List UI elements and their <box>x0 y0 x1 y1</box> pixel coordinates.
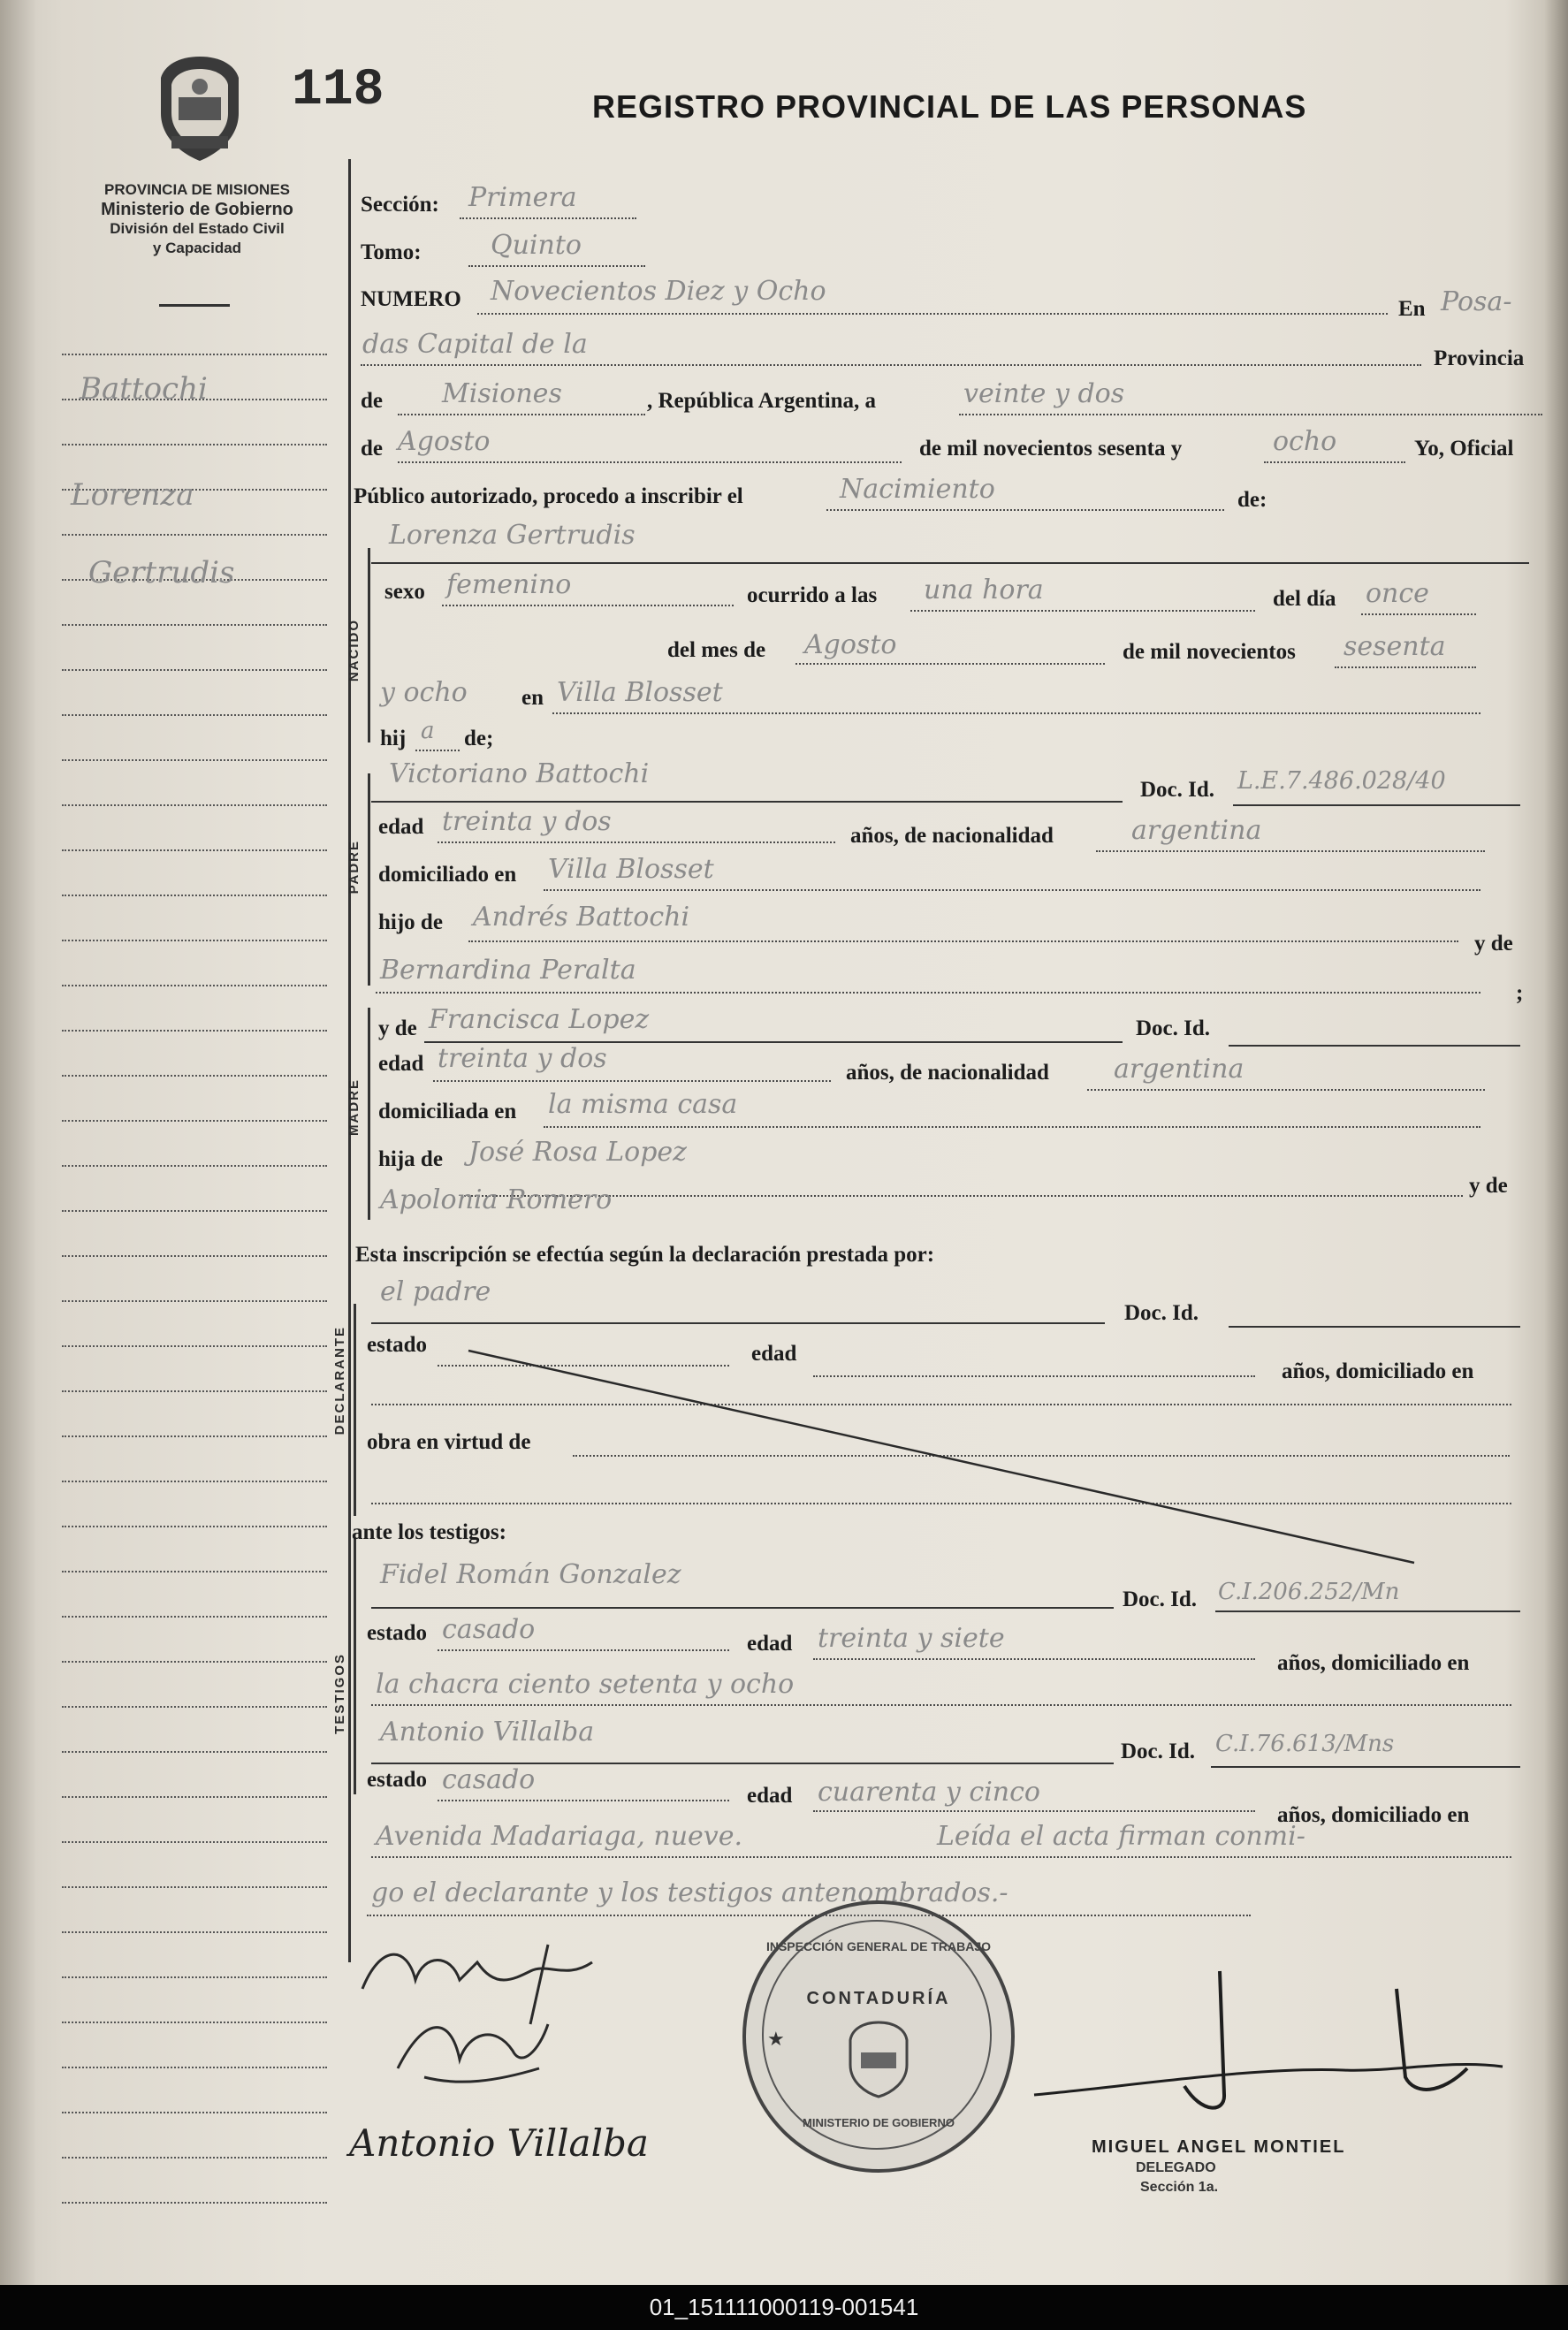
stamp-outer-text: INSPECCIÓN GENERAL DE TRABAJO <box>765 1939 992 1953</box>
label-publico: Público autorizado, procedo a inscribir el <box>354 484 743 508</box>
value-en-city: Posa- <box>1441 286 1512 317</box>
label-anos-nac-padre: años, de nacionalidad <box>850 824 1054 848</box>
label-doc-id-madre: Doc. Id. <box>1136 1017 1211 1040</box>
value-padre-nombre: Victoriano Battochi <box>389 758 650 789</box>
label-en: En <box>1398 297 1426 321</box>
value-sexo: femenino <box>446 569 572 600</box>
value-declarante: el padre <box>380 1276 491 1307</box>
label-seccion: Sección: <box>361 193 439 217</box>
official-stamp <box>742 1900 1015 2173</box>
side-label-padre: PADRE <box>346 840 362 895</box>
value-testigo2-nombre: Antonio Villalba <box>380 1717 595 1748</box>
label-del-dia: del día <box>1273 587 1336 611</box>
value-padre-dom: Villa Blosset <box>548 854 714 885</box>
value-numero: Novecientos Diez y Ocho <box>491 276 826 307</box>
value-madre-nac: argentina <box>1114 1054 1245 1085</box>
label-estado-declarante: estado <box>367 1333 428 1357</box>
label-y-de-madre: y de <box>378 1017 417 1040</box>
label-doc-id-testigo2: Doc. Id. <box>1121 1740 1196 1763</box>
label-de-colon: de: <box>1237 488 1267 512</box>
stamp-emblem-icon <box>843 2019 914 2098</box>
value-abuelo-mat: José Rosa Lopez <box>468 1137 687 1168</box>
signature-1-text <box>1 1 2 2</box>
value-padre-nac: argentina <box>1131 815 1262 846</box>
label-en-lugar: en <box>521 686 544 710</box>
official-role: DELEGADO <box>1136 2160 1216 2175</box>
stamp-star-icon: ★ <box>767 2028 785 2050</box>
side-label-testigos: TESTIGOS <box>332 1653 347 1734</box>
value-testigo2-doc: C.I.76.613/Mns <box>1215 1731 1395 1757</box>
stamp-bottom-text: MINISTERIO DE GOBIERNO <box>803 2116 955 2129</box>
label-yo-oficial: Yo, Oficial <box>1414 437 1514 461</box>
value-hij-suffix: a <box>421 718 435 744</box>
label-edad-madre: edad <box>378 1052 424 1076</box>
label-y-de-madre-2: y de <box>1469 1174 1508 1198</box>
label-edad-padre: edad <box>378 815 424 839</box>
label-hij: hij <box>380 727 407 750</box>
value-testigo1-doc: C.I.206.252/Mn <box>1218 1579 1400 1605</box>
value-anio-2: y ocho <box>380 677 468 708</box>
label-doc-id-padre: Doc. Id. <box>1140 778 1215 802</box>
label-provincia: Provincia <box>1434 346 1525 370</box>
margin-first-name: Lorenza <box>71 477 194 513</box>
value-madre-edad: treinta y dos <box>438 1043 607 1074</box>
value-cierre-2: go el declarante y los testigos antenombrados.- <box>371 1877 1009 1908</box>
label-y-de-padre: y de <box>1474 932 1513 956</box>
label-doc-id-declarante: Doc. Id. <box>1124 1301 1199 1325</box>
value-provincia: Misiones <box>442 378 562 409</box>
value-abuelo-pat: Andrés Battochi <box>473 902 690 933</box>
official-section: Sección 1a. <box>1140 2180 1219 2195</box>
value-tomo: Quinto <box>491 230 582 261</box>
label-anos-dom-testigo1: años, domiciliado en <box>1277 1651 1470 1675</box>
label-edad-testigo1: edad <box>747 1632 793 1656</box>
value-padre-doc: L.E.7.486.028/40 <box>1237 767 1446 795</box>
label-sexo: sexo <box>384 580 425 604</box>
value-abuela-pat: Bernardina Peralta <box>380 955 636 986</box>
label-de: de <box>361 389 383 413</box>
label-ocurrido: ocurrido a las <box>747 583 878 607</box>
label-domiciliado-padre: domiciliado en <box>378 863 517 887</box>
label-estado-testigo1: estado <box>367 1621 428 1645</box>
margin-surname: Battochi <box>80 371 208 407</box>
official-name: MIGUEL ANGEL MONTIEL <box>1092 2137 1346 2157</box>
label-hijo-de: hijo de <box>378 910 443 934</box>
value-testigo2-edad: cuarenta y cinco <box>818 1777 1040 1808</box>
label-de-mes: de <box>361 437 383 461</box>
value-madre-nombre: Francisca Lopez <box>429 1004 650 1035</box>
side-label-declarante: DECLARANTE <box>332 1326 347 1435</box>
page-number: 118 <box>292 62 384 119</box>
value-acto: Nacimiento <box>840 474 995 505</box>
value-testigo2-estado: casado <box>442 1764 536 1795</box>
value-seccion: Primera <box>468 182 577 213</box>
official-signature <box>1025 1962 1520 2139</box>
header-division: División del Estado Civil <box>110 220 285 237</box>
value-testigo1-nombre: Fidel Román Gonzalez <box>380 1559 681 1590</box>
margin-second-name: Gertrudis <box>88 555 235 590</box>
label-edad-declarante: edad <box>751 1342 797 1366</box>
label-obra: obra en virtud de <box>367 1430 531 1454</box>
label-estado-testigo2: estado <box>367 1768 428 1792</box>
label-edad-testigo2: edad <box>747 1784 793 1808</box>
value-city-cont: das Capital de la <box>362 329 588 360</box>
label-numero: NUMERO <box>361 287 461 311</box>
label-anos-dom-testigo2: años, domiciliado en <box>1277 1803 1470 1827</box>
label-de-semicolon: de; <box>464 727 494 750</box>
label-mil-novecientos: de mil novecientos sesenta y <box>919 437 1183 461</box>
header-capacity: y Capacidad <box>152 240 242 256</box>
label-semicolon: ; <box>1516 981 1524 1005</box>
value-testigo1-edad: treinta y siete <box>818 1623 1005 1654</box>
value-abuela-mat: Apolonia Romero <box>380 1184 613 1215</box>
label-mil-novecientos-2: de mil novecientos <box>1123 640 1296 664</box>
label-tomo: Tomo: <box>361 240 422 264</box>
label-domiciliada: domiciliada en <box>378 1100 517 1123</box>
value-mes-inscripcion: Agosto <box>398 426 491 457</box>
value-padre-edad: treinta y dos <box>442 806 612 837</box>
label-anos-nac-madre: años, de nacionalidad <box>846 1061 1049 1085</box>
value-lugar: Villa Blosset <box>557 677 723 708</box>
signature-2 <box>371 1998 566 2095</box>
document-title: REGISTRO PROVINCIAL DE LAS PERSONAS <box>592 88 1307 125</box>
side-label-nacido: NACIDO <box>346 619 362 682</box>
label-republica: , República Argentina, a <box>647 389 877 413</box>
side-label-madre: MADRE <box>346 1078 362 1136</box>
label-doc-id-testigo1: Doc. Id. <box>1123 1588 1198 1611</box>
value-dia-inscripcion: veinte y dos <box>963 378 1125 409</box>
label-del-mes: del mes de <box>667 638 766 662</box>
header-province: PROVINCIA DE MISIONES <box>103 181 290 198</box>
value-cierre-1: Leída el acta firman conmi- <box>937 1821 1305 1852</box>
value-hora: una hora <box>924 575 1044 605</box>
label-anos-dom-declarante: años, domiciliado en <box>1282 1359 1474 1383</box>
value-testigo2-dom: Avenida Madariaga, nueve. <box>376 1821 743 1852</box>
label-hija-de: hija de <box>378 1147 443 1171</box>
value-anio-1: sesenta <box>1343 631 1446 662</box>
file-id-footer: 01_151111000119-001541 <box>0 2285 1568 2330</box>
value-anio-inscripcion: ocho <box>1273 426 1337 457</box>
value-testigo1-estado: casado <box>442 1614 536 1645</box>
value-dia: once <box>1366 578 1429 609</box>
signature-3: Antonio Villalba <box>349 2121 649 2165</box>
stamp-inner-text: CONTADURÍA <box>806 1989 951 2008</box>
label-ante-testigos: ante los testigos: <box>352 1520 506 1544</box>
value-testigo1-dom: la chacra ciento setenta y ocho <box>376 1669 795 1700</box>
value-mes: Agosto <box>804 629 897 660</box>
header-ministry: Ministerio de Gobierno <box>101 200 293 219</box>
value-madre-dom: la misma casa <box>548 1089 738 1120</box>
value-nombre: Lorenza Gertrudis <box>389 520 636 551</box>
label-esta-inscripcion: Esta inscripción se efectúa según la declaración prestada por: <box>355 1243 935 1267</box>
